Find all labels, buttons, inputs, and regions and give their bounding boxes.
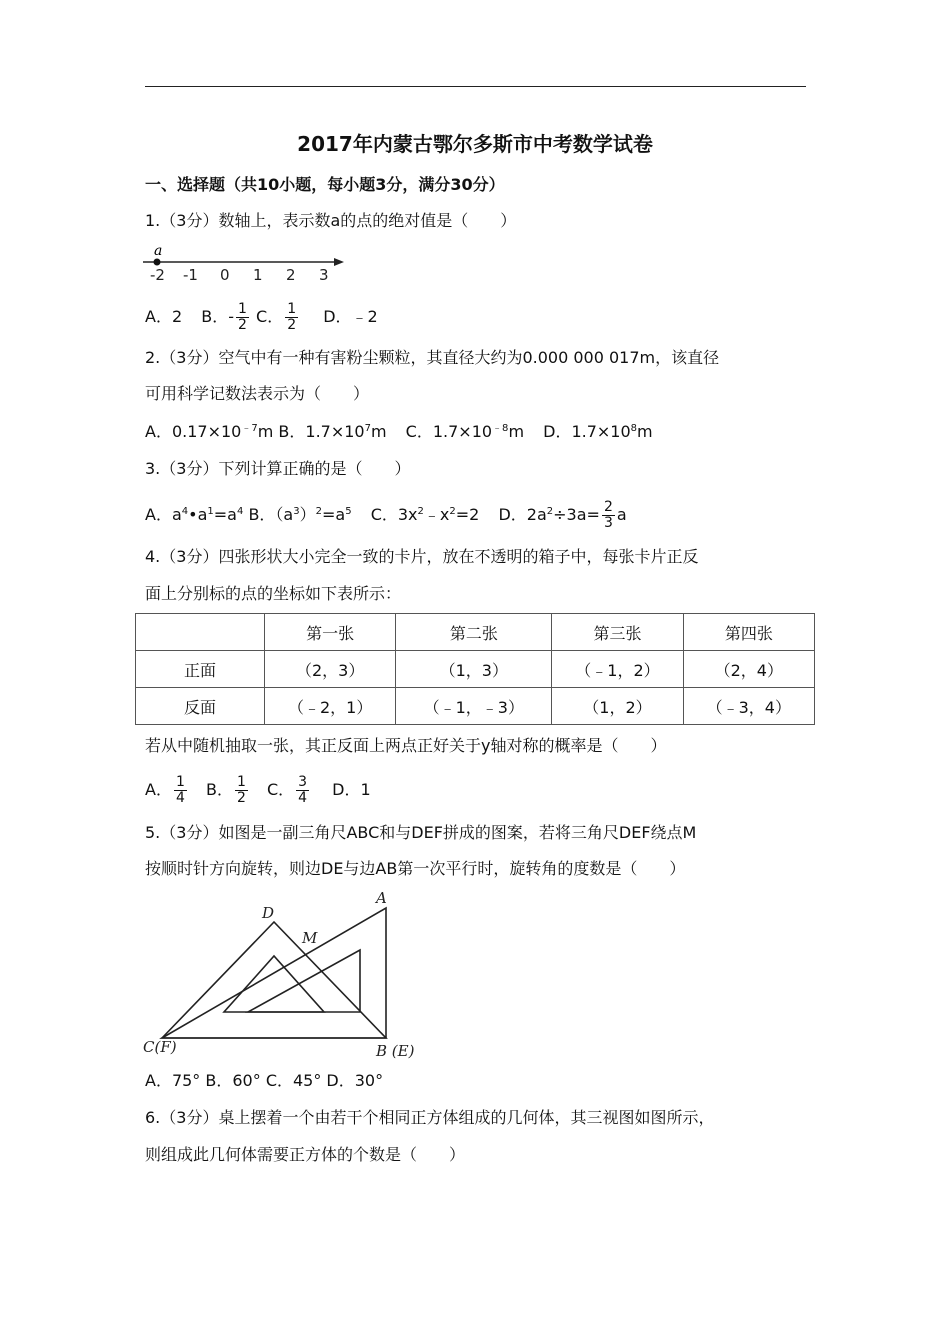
triangle-abc-inner <box>248 950 360 1012</box>
table-header-row <box>136 614 815 651</box>
label-a: A <box>376 889 387 907</box>
table-header-cell: 第一张 <box>265 614 396 651</box>
table-cell: （﹣1，﹣3） <box>396 688 552 725</box>
q6-stem-line2: 则组成此几何体需要正方体的个数是（ ） <box>145 1145 466 1164</box>
q2-stem-line2: 可用科学记数法表示为（ ） <box>145 384 370 403</box>
header-rule <box>145 86 806 87</box>
point-a-label: a <box>154 243 163 259</box>
q1-option-c-prefix: C． <box>256 307 284 326</box>
q3-stem: 3.（3分）下列计算正确的是（ ） <box>145 459 411 478</box>
triangle-rulers-figure <box>140 886 420 1066</box>
table-cell: （﹣2，1） <box>265 688 396 725</box>
q3-option-c: C．$3x^2﹣x^2=2$ <box>370 505 480 524</box>
q4-option-a-prefix: A． <box>145 780 172 799</box>
label-c-f: C(F) <box>143 1038 177 1056</box>
label-m: M <box>302 929 318 947</box>
table-cell: （1，2） <box>552 688 683 725</box>
q1-option-b-sign: - <box>228 307 234 326</box>
q2-option-c: C．$1.7\times 10^{﹣8}m$ <box>405 422 525 441</box>
page-title: 2017年内蒙古鄂尔多斯市中考数学试卷 <box>297 132 653 156</box>
q1-option-b-prefix: B． <box>201 307 229 326</box>
q3-option-a: A．$a^4•a^1=a^4$ <box>145 505 244 524</box>
q2-option-b: B．$1.7\times 10^7m$ <box>278 422 387 441</box>
q4-stem-line2: 面上分别标的点的坐标如下表所示： <box>145 584 402 603</box>
q2-options <box>145 421 653 443</box>
q1-option-d: D．﹣2 <box>323 307 378 326</box>
q4-option-c-fraction: $\frac{3}{4}$ <box>298 774 308 806</box>
tick-label: -2 <box>150 266 165 282</box>
q2-option-a: A．$0.17\times 10^{﹣7}m$ <box>145 422 274 441</box>
card-coordinates-table <box>135 613 815 725</box>
table-cell: （2，4） <box>683 651 814 688</box>
q4-options <box>145 775 371 806</box>
table-header-cell: 第三张 <box>552 614 683 651</box>
triangle-abc <box>162 908 386 1038</box>
q5-stem-line1: 5.（3分）如图是一副三角尺ABC和与DEF拼成的图案，若将三角尺DEF绕点M <box>145 823 697 842</box>
q3-option-d: D．$2a^2\div 3a=$ $\frac{2}{3}$ a <box>498 499 627 531</box>
q1-options <box>145 302 378 333</box>
table-cell: （1，3） <box>396 651 552 688</box>
table-header-cell: 第四张 <box>683 614 814 651</box>
table-cell: 正面 <box>136 651 265 688</box>
triangle-def <box>162 922 386 1038</box>
q2-option-d: D．$1.7\times 10^8m$ <box>543 422 653 441</box>
table-cell: （﹣1，2） <box>552 651 683 688</box>
q5-stem-line2: 按顺时针方向旋转，则边DE与边AB第一次平行时，旋转角的度数是（ ） <box>145 859 686 878</box>
table-cell: （2，3） <box>265 651 396 688</box>
tick-label: -1 <box>183 266 198 282</box>
q1-option-b-fraction: $\frac{1}{2}$ <box>238 301 247 333</box>
label-d: D <box>262 904 275 922</box>
q6-stem-line1: 6.（3分）桌上摆着一个由若干个相同正方体组成的几何体，其三视图如图所示， <box>145 1108 715 1127</box>
section-heading: 一、选择题（共10小题，每小题3分，满分30分） <box>145 175 505 194</box>
table-cell: 反面 <box>136 688 265 725</box>
q4-question: 若从中随机抽取一张，其正反面上两点正好关于y轴对称的概率是（ ） <box>145 736 667 755</box>
label-b-e: B (E) <box>376 1042 415 1060</box>
q4-option-d: D．1 <box>332 780 371 799</box>
tick-label: 3 <box>319 266 329 282</box>
table-header-cell: 第二张 <box>396 614 552 651</box>
q1-stem: 1.（3分）数轴上，表示数a的点的绝对值是（ ） <box>145 211 517 230</box>
q1-option-c-fraction: $\frac{1}{2}$ <box>287 301 297 333</box>
q4-option-b-fraction: $\frac{1}{2}$ <box>236 774 246 806</box>
q3-options <box>145 500 627 531</box>
tick-label: 0 <box>220 266 230 282</box>
q3-option-b: B．$(a^3)^2=a^5$ <box>248 505 352 524</box>
tick-label: 1 <box>253 266 263 282</box>
tick-label: 2 <box>286 266 296 282</box>
q1-option-a: A．2 <box>145 307 183 326</box>
q2-stem-line1: 2.（3分）空气中有一种有害粉尘颗粒，其直径大约为0.000 000 017m，该直径 <box>145 348 720 367</box>
table-cell: （﹣3，4） <box>683 688 814 725</box>
number-line-figure <box>140 240 350 282</box>
table-row <box>136 651 815 688</box>
q5-options: A．75° B．60° C．45° D．30° <box>145 1071 384 1090</box>
table-row <box>136 688 815 725</box>
q4-option-c-prefix: C． <box>266 780 295 799</box>
q4-option-b-prefix: B． <box>205 780 233 799</box>
table-header-cell <box>136 614 265 651</box>
triangle-def-inner <box>224 956 324 1012</box>
q4-option-a-fraction: $\frac{1}{4}$ <box>175 774 185 806</box>
point-a-dot <box>154 259 161 266</box>
q4-stem-line1: 4.（3分）四张形状大小完全一致的卡片，放在不透明的箱子中，每张卡片正反 <box>145 547 699 566</box>
q3-option-d-fraction: $\frac{2}{3}$ <box>603 499 613 531</box>
